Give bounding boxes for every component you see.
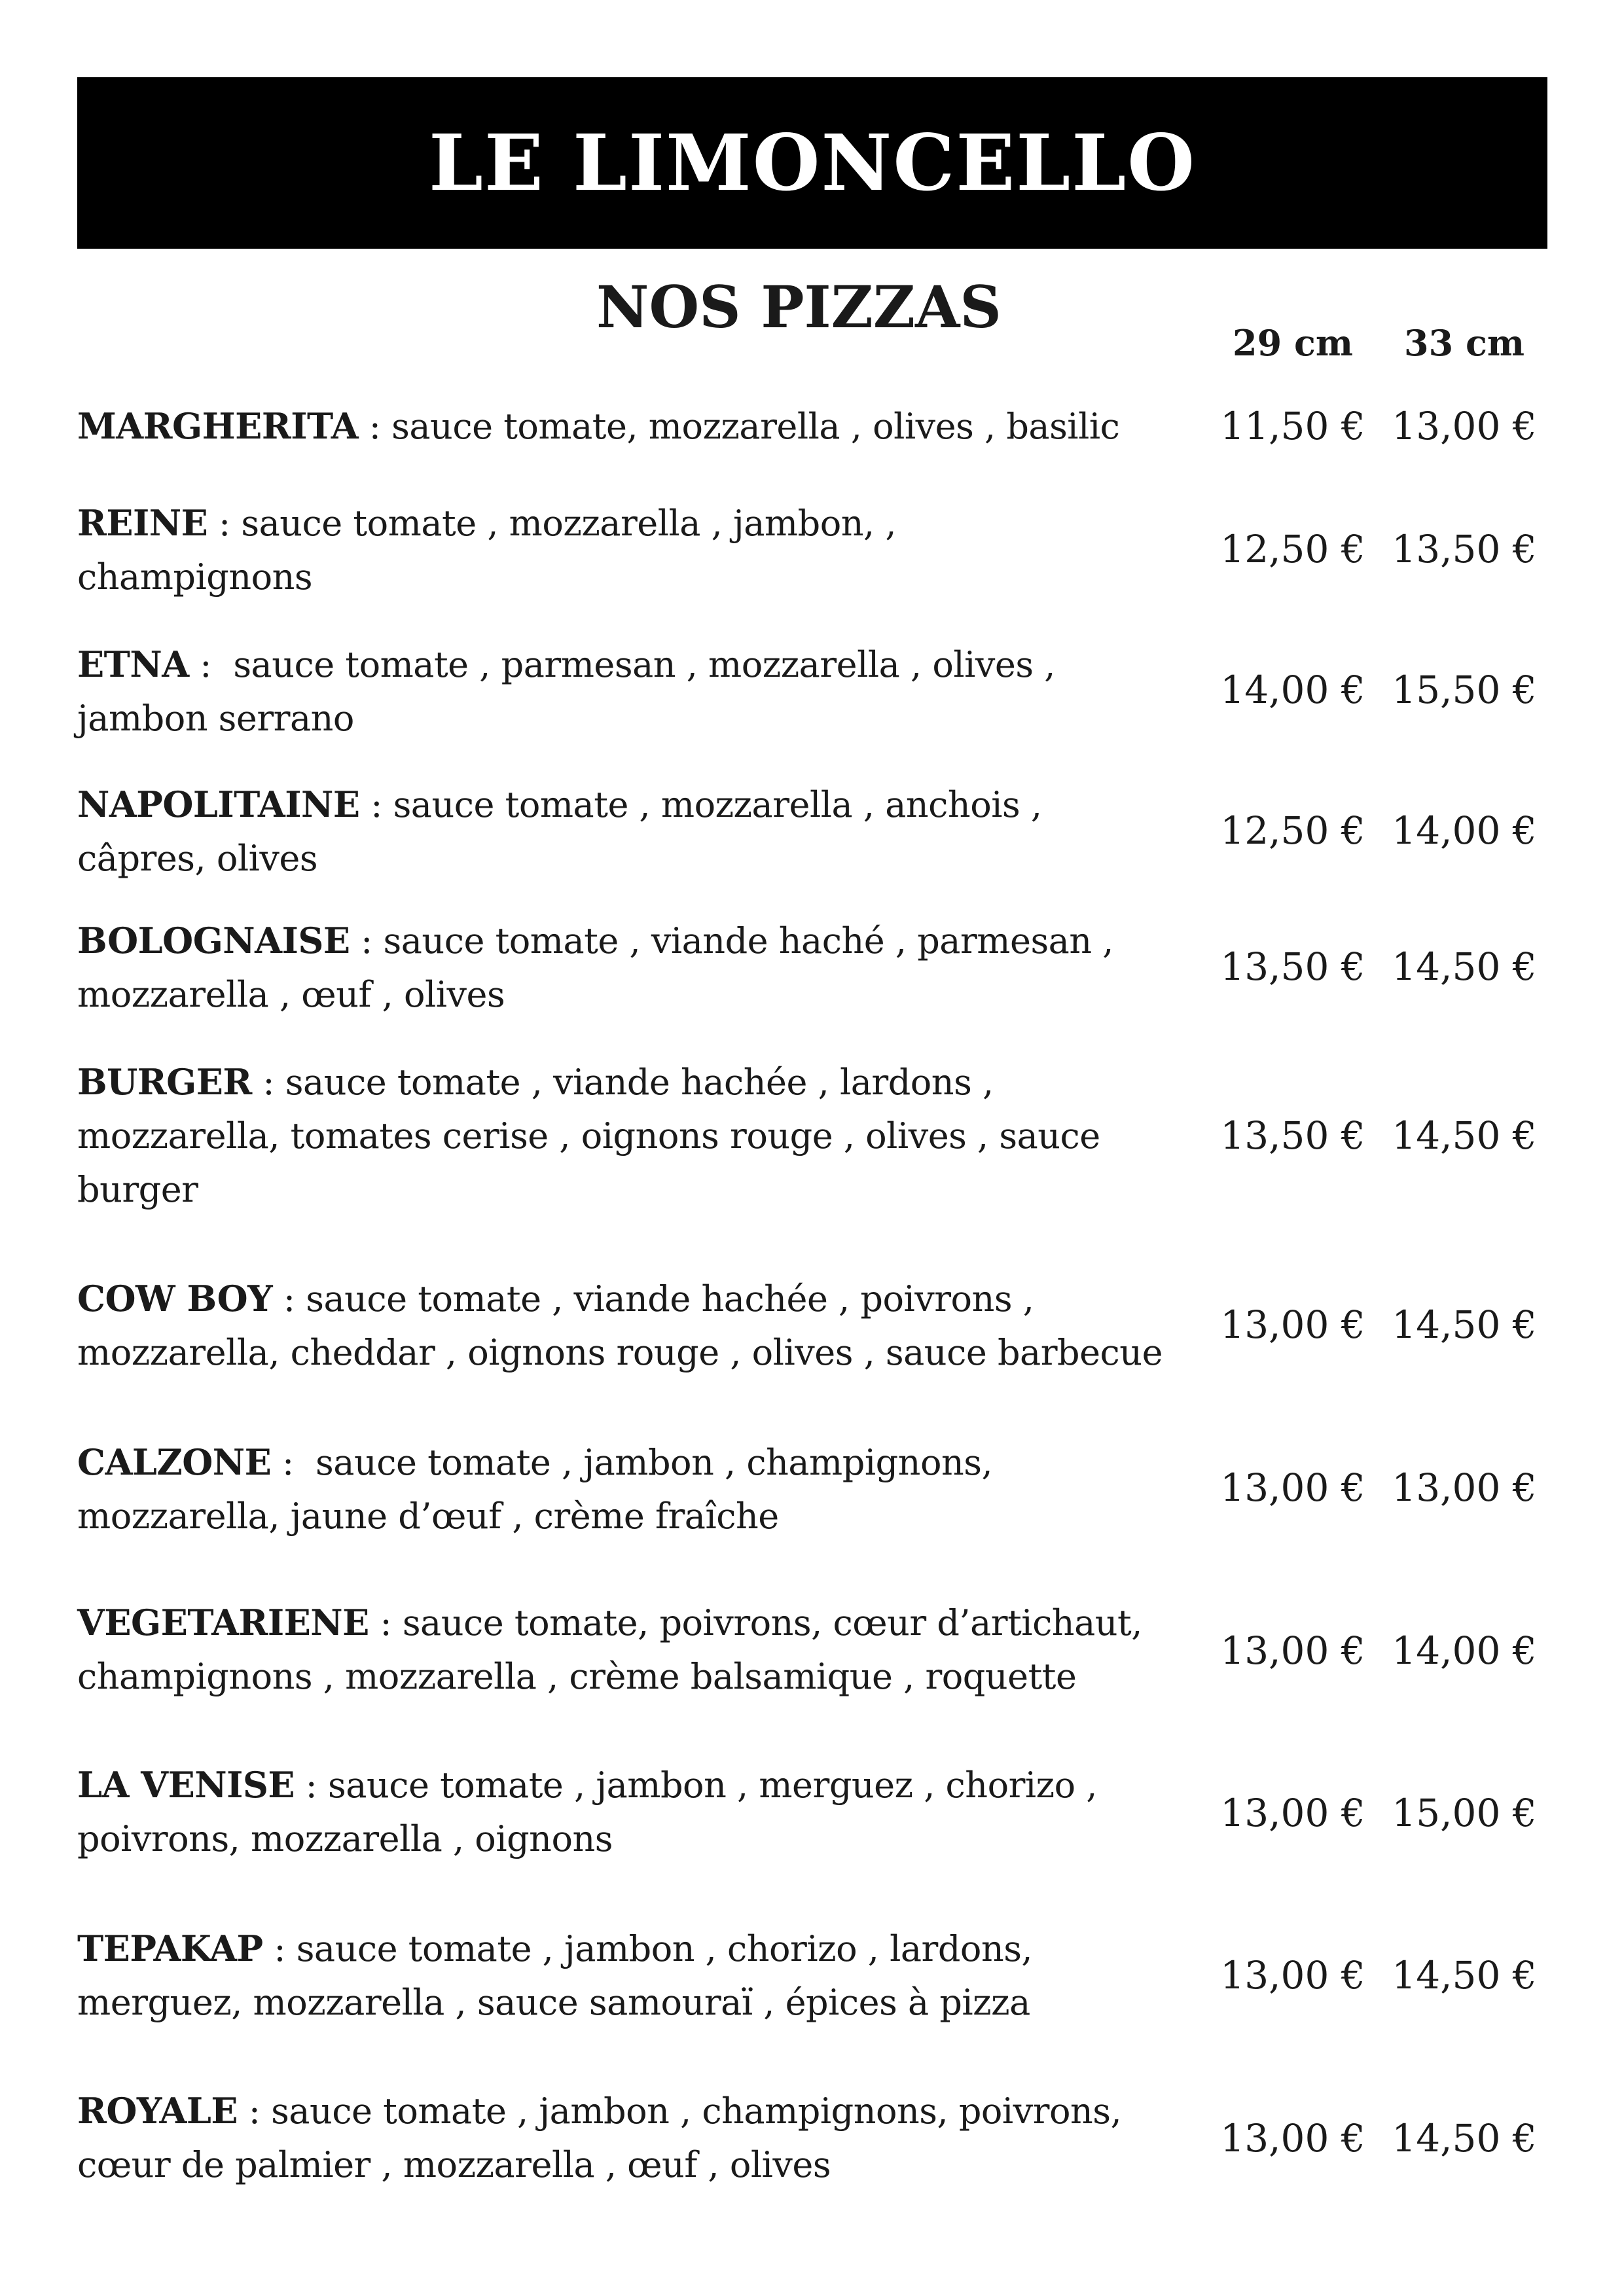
price-33cm: 14,50 € xyxy=(1392,1113,1537,1158)
menu-item-description: LA VENISE : sauce tomate , jambon , merguez , chorizo , poivrons, mozzarella , oignons xyxy=(77,1763,1097,1859)
price-29cm: 14,00 € xyxy=(1220,668,1365,712)
price-29cm: 13,00 € xyxy=(1220,1302,1365,1347)
menu-item xyxy=(77,637,1203,745)
menu-item-description: REINE : sauce tomate , mozzarella , jambon, , champignons xyxy=(77,501,896,598)
menu-item xyxy=(77,778,1203,885)
menu-item-description: ROYALE : sauce tomate , jambon , champignons, poivrons, cœur de palmier , mozzarella , œuf , olives xyxy=(77,2089,1122,2185)
menu-item-name: REINE xyxy=(77,501,208,544)
menu-item-name: TEPAKAP xyxy=(77,1927,263,1969)
menu-item-ingredients: sauce tomate , viande hachée , lardons , mozzarella, tomates cerise , oignons rouge , olives , sauce burger xyxy=(77,1061,1100,1210)
menu-item-ingredients: sauce tomate , jambon , merguez , chorizo , poivrons, mozzarella , oignons xyxy=(77,1764,1097,1859)
price-33cm: 14,50 € xyxy=(1392,1302,1537,1347)
menu-item-description: TEPAKAP : sauce tomate , jambon , chorizo , lardons, merguez, mozzarella , sauce samouraï , épices à pizza xyxy=(77,1927,1033,2023)
price-33cm: 14,50 € xyxy=(1392,944,1537,989)
menu-item xyxy=(77,399,1203,453)
price-33cm: 14,50 € xyxy=(1392,2116,1537,2161)
menu-item-ingredients: sauce tomate , viande hachée , poivrons , mozzarella, cheddar , oignons rouge , olives , sauce barbecue xyxy=(77,1278,1163,1373)
menu-item xyxy=(77,1758,1203,1865)
menu-item xyxy=(77,1922,1203,2029)
menu-item-name: MARGHERITA xyxy=(77,404,359,447)
menu-item-ingredients: sauce tomate , mozzarella , anchois , câpres, olives xyxy=(77,783,1042,879)
menu-item-description: BOLOGNAISE : sauce tomate , viande haché , parmesan , mozzarella , œuf , olives xyxy=(77,919,1113,1015)
menu-item-ingredients: sauce tomate , mozzarella , jambon, , champignons xyxy=(77,502,896,598)
menu-item-description: NAPOLITAINE : sauce tomate , mozzarella , anchois , câpres, olives xyxy=(77,783,1042,879)
price-33cm: 14,00 € xyxy=(1392,808,1537,853)
header-banner xyxy=(77,77,1547,249)
menu-item-name: CALZONE xyxy=(77,1441,272,1483)
price-29cm: 11,50 € xyxy=(1220,404,1365,448)
menu-item-name: LA VENISE xyxy=(77,1763,295,1806)
size-header-29cm: 29 cm xyxy=(1233,322,1353,364)
menu-item-description: VEGETARIENE : sauce tomate, poivrons, cœur d’artichaut, champignons , mozzarella , crème balsamique , roquette xyxy=(77,1601,1142,1697)
price-29cm: 13,00 € xyxy=(1220,2116,1365,2161)
price-29cm: 13,50 € xyxy=(1220,944,1365,989)
price-33cm: 13,00 € xyxy=(1392,1465,1537,1510)
price-33cm: 15,00 € xyxy=(1392,1791,1537,1835)
menu-item-description: CALZONE : sauce tomate , jambon , champignons, mozzarella, jaune d’œuf , crème fraîche xyxy=(77,1441,993,1537)
menu-item-ingredients: sauce tomate, mozzarella , olives , basilic xyxy=(391,405,1120,447)
price-29cm: 12,50 € xyxy=(1220,527,1365,571)
menu-item-description: COW BOY : sauce tomate , viande hachée , poivrons , mozzarella, cheddar , oignons rouge , olives , sauce barbecue xyxy=(77,1277,1163,1373)
menu-item-name: COW BOY xyxy=(77,1277,273,1319)
menu-item-description: MARGHERITA : sauce tomate, mozzarella , olives , basilic xyxy=(77,404,1120,447)
menu-item-description: BURGER : sauce tomate , viande hachée , lardons , mozzarella, tomates cerise , oignons rouge , olives , sauce burger xyxy=(77,1060,1100,1210)
price-29cm: 13,50 € xyxy=(1220,1113,1365,1158)
menu-item-ingredients: sauce tomate , jambon , champignons, poivrons, cœur de palmier , mozzarella , œuf , olives xyxy=(77,2090,1122,2185)
menu-item xyxy=(77,1435,1203,1543)
price-33cm: 13,50 € xyxy=(1392,527,1537,571)
price-29cm: 13,00 € xyxy=(1220,1465,1365,1510)
menu-item-ingredients: sauce tomate , viande haché , parmesan , mozzarella , œuf , olives xyxy=(77,920,1113,1015)
price-33cm: 14,00 € xyxy=(1392,1628,1537,1673)
menu-item-name: ROYALE xyxy=(77,2089,238,2132)
menu-item-name: BOLOGNAISE xyxy=(77,919,350,961)
menu-item xyxy=(77,2084,1203,2191)
menu-item-name: NAPOLITAINE xyxy=(77,783,360,825)
menu-item xyxy=(77,496,1203,603)
menu-item-name: BURGER xyxy=(77,1060,252,1103)
size-header-33cm: 33 cm xyxy=(1404,322,1525,364)
menu-item-ingredients: sauce tomate, poivrons, cœur d’artichaut, champignons , mozzarella , crème balsamique , roquette xyxy=(77,1602,1142,1697)
menu-item xyxy=(77,914,1203,1021)
menu-item-ingredients: sauce tomate , jambon , chorizo , lardons, merguez, mozzarella , sauce samouraï , épices à pizza xyxy=(77,1928,1033,2023)
price-33cm: 15,50 € xyxy=(1392,668,1537,712)
menu-item-name: ETNA xyxy=(77,643,189,685)
price-33cm: 14,50 € xyxy=(1392,1953,1537,1998)
menu-item-description: ETNA : sauce tomate , parmesan , mozzarella , olives , jambon serrano xyxy=(77,643,1055,739)
price-29cm: 13,00 € xyxy=(1220,1628,1365,1673)
restaurant-name: LE LIMONCELLO xyxy=(428,117,1196,208)
menu-item-name: VEGETARIENE xyxy=(77,1601,369,1643)
price-29cm: 12,50 € xyxy=(1220,808,1365,853)
price-33cm: 13,00 € xyxy=(1392,404,1537,448)
menu-item xyxy=(77,1245,1203,1406)
menu-item xyxy=(77,1055,1203,1216)
menu-item xyxy=(77,1569,1203,1730)
menu-item-ingredients: sauce tomate , parmesan , mozzarella , olives , jambon serrano xyxy=(77,643,1055,739)
menu-item-ingredients: sauce tomate , jambon , champignons, mozzarella, jaune d’œuf , crème fraîche xyxy=(77,1441,993,1537)
price-29cm: 13,00 € xyxy=(1220,1791,1365,1835)
price-29cm: 13,00 € xyxy=(1220,1953,1365,1998)
section-title: NOS PIZZAS xyxy=(596,273,1001,341)
